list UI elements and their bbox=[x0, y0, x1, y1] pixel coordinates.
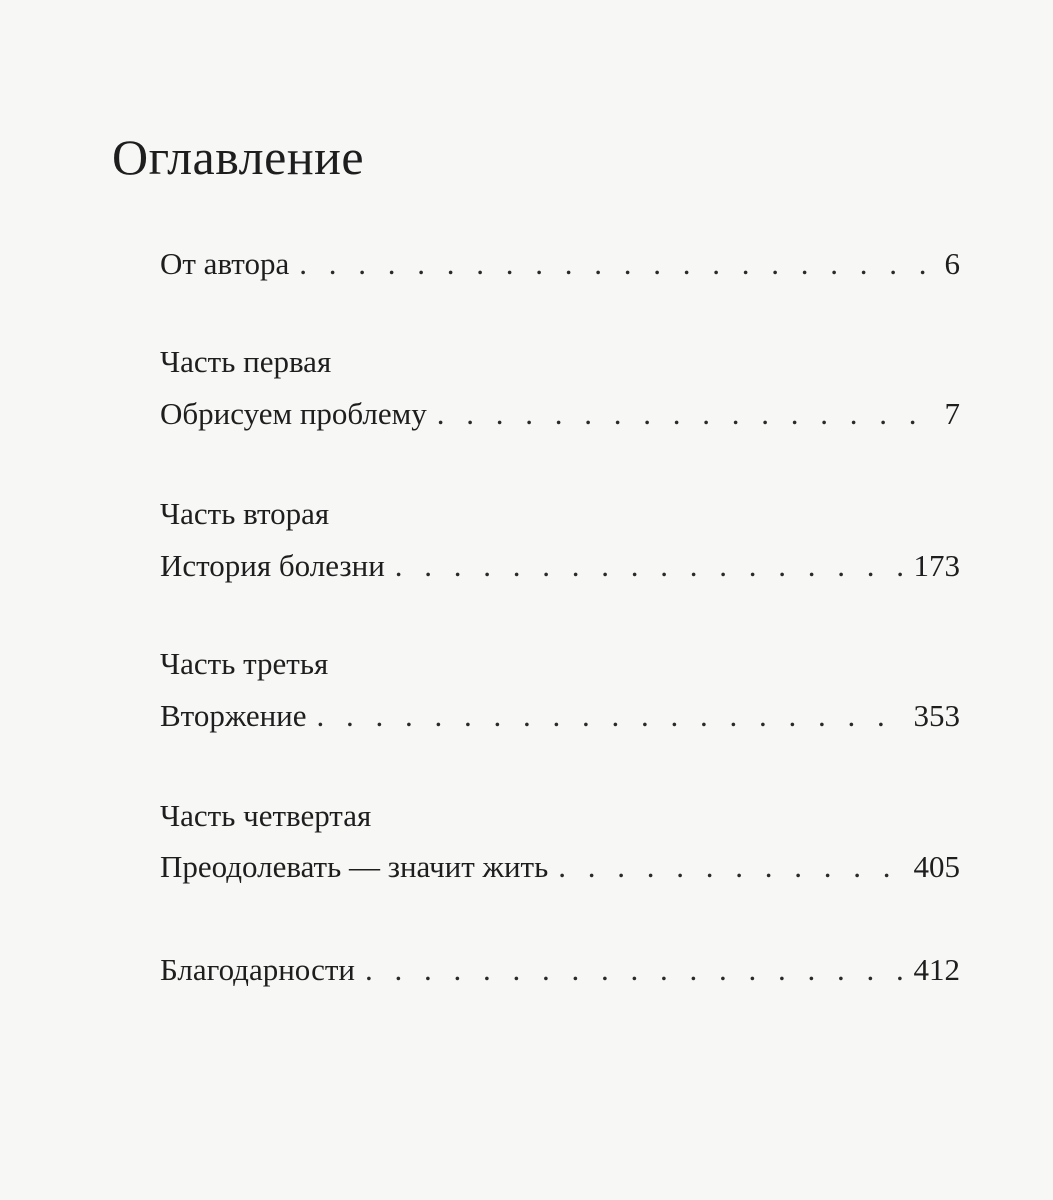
part-label: Часть четвертая bbox=[160, 798, 372, 833]
entry-title: История болезни bbox=[160, 548, 385, 583]
entry-title: Обрисуем проблему bbox=[160, 396, 427, 431]
entry-page: 412 bbox=[913, 952, 960, 987]
entry-page: 7 bbox=[944, 396, 960, 431]
toc-entry bbox=[160, 700, 960, 731]
entry-page: 353 bbox=[913, 698, 960, 733]
toc-entry bbox=[160, 550, 960, 581]
dot-leader bbox=[558, 851, 903, 882]
entry-page: 405 bbox=[913, 849, 960, 884]
dot-leader bbox=[365, 954, 904, 985]
toc-entry bbox=[160, 248, 960, 279]
entry-title: От автора bbox=[160, 246, 290, 281]
entry-title: Преодолевать — значит жить bbox=[160, 849, 549, 884]
toc-heading: Оглавление bbox=[112, 129, 365, 185]
toc-entry bbox=[160, 851, 960, 882]
part-label: Часть первая bbox=[160, 344, 332, 379]
entry-page: 6 bbox=[944, 246, 960, 281]
part-label: Часть третья bbox=[160, 646, 329, 681]
dot-leader bbox=[395, 550, 904, 581]
part-label: Часть вторая bbox=[160, 496, 330, 531]
dot-leader bbox=[437, 398, 935, 429]
entry-title: Благодарности bbox=[160, 952, 355, 987]
toc-entry bbox=[160, 398, 960, 429]
toc-entry bbox=[160, 954, 960, 985]
entry-page: 173 bbox=[913, 548, 960, 583]
dot-leader bbox=[299, 248, 934, 279]
dot-leader bbox=[317, 700, 904, 731]
entry-title: Вторжение bbox=[160, 698, 307, 733]
